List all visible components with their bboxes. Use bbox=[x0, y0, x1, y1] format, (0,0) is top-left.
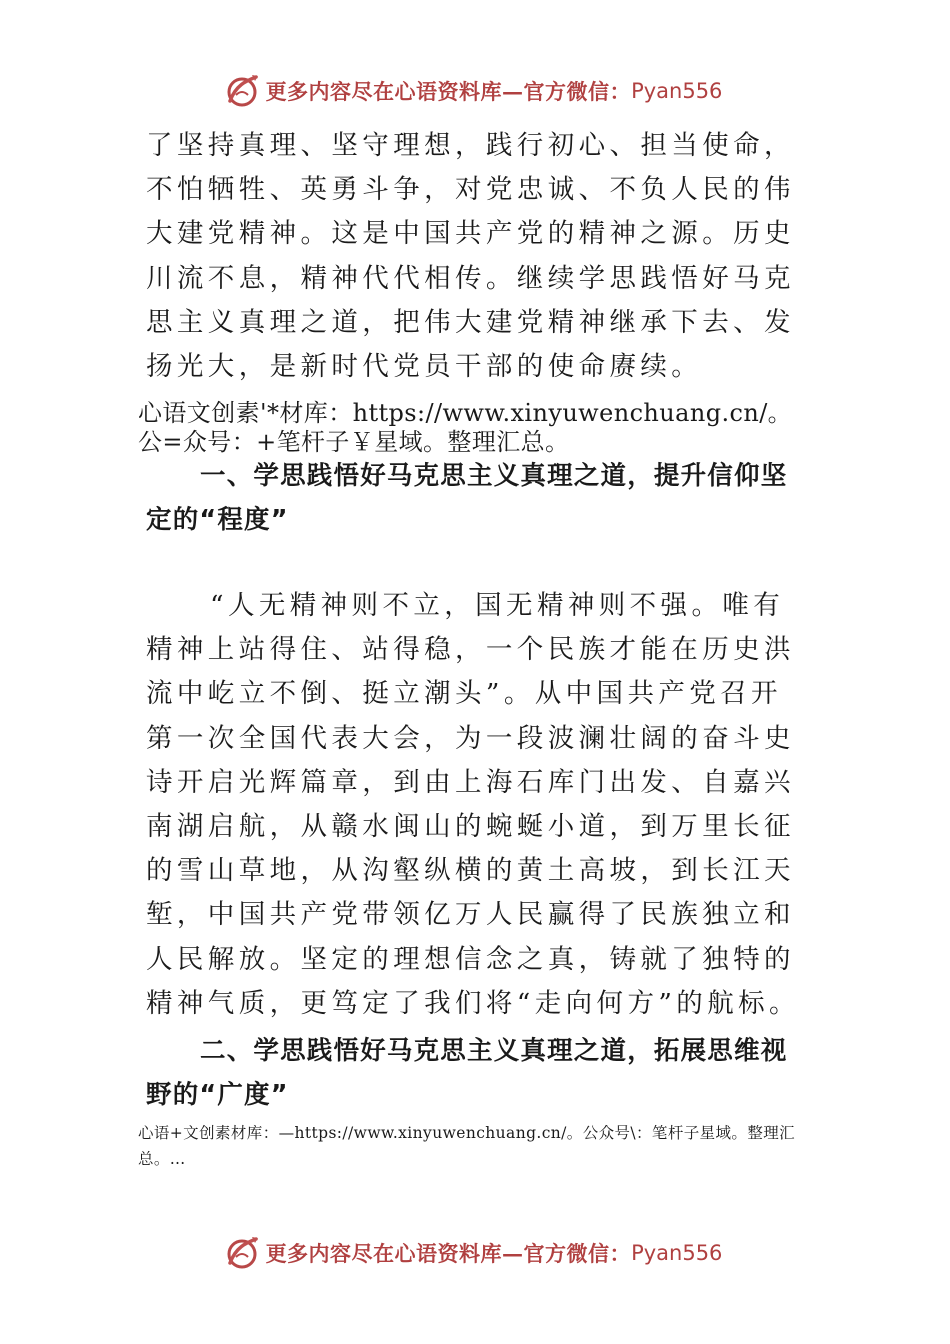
footer-banner bbox=[0, 1228, 950, 1278]
brand-logo-icon bbox=[222, 1233, 262, 1273]
section-heading-1: 一、学思践悟好马克思主义真理之道，提升信仰坚定的“程度” bbox=[146, 461, 788, 535]
banner-wechat-id: Pyan556 bbox=[631, 79, 723, 103]
watermark-note-line-1: 心语文创素'*材库：https://www.xinyuwenchuang.cn/。 bbox=[138, 399, 793, 427]
banner-text: 更多内容尽在心语资料库—官方微信： bbox=[265, 1241, 632, 1266]
watermark-note-line-2: 公=众号：+笔杆子￥星域。整理汇总。 bbox=[138, 428, 570, 456]
brand-logo-icon bbox=[222, 71, 262, 111]
banner-wechat-id: Pyan556 bbox=[631, 1241, 723, 1265]
body-paragraph-2: “人无精神则不立，国无精神则不强。唯有精神上站得住、站得稳，一个民族才能在历史洪流中屹立不倒、挺立潮头”。从中国共产党召开第一次全国代表大会，为一段波澜壮阔的奋斗史诗开启光辉篇章，到由上海石库门出发、自嘉兴南湖启航，从赣水闽山的蜿蜒小道，到万里长征的雪山草地，从沟壑纵横的黄土高坡，到长江天堑，中国共产党带领亿万人民赢得了民族独立和人民解放。坚定的理想信念之真，铸就了独特的精神气质，更笃定了我们将“走向何方”的航标。 bbox=[146, 590, 800, 1019]
section-heading-2: 二、学思践悟好马克思主义真理之道，拓展思维视野的“广度” bbox=[146, 1036, 788, 1110]
header-banner bbox=[0, 66, 950, 116]
footer-watermark-note: 心语+文创素材库：—https://www.xinyuwenchuang.cn/。公众号\：笔杆子星域。整理汇总。… bbox=[138, 1124, 796, 1168]
body-paragraph-1: 了坚持真理、坚守理想，践行初心、担当使命，不怕牺牲、英勇斗争，对党忠诚、不负人民的伟大建党精神。这是中国共产党的精神之源。历史川流不息，精神代代相传。继续学思践悟好马克思主义真理之道，把伟大建党精神继承下去、发扬光大，是新时代党员干部的使命赓续。 bbox=[146, 130, 795, 383]
banner-text: 更多内容尽在心语资料库—官方微信： bbox=[265, 79, 632, 104]
